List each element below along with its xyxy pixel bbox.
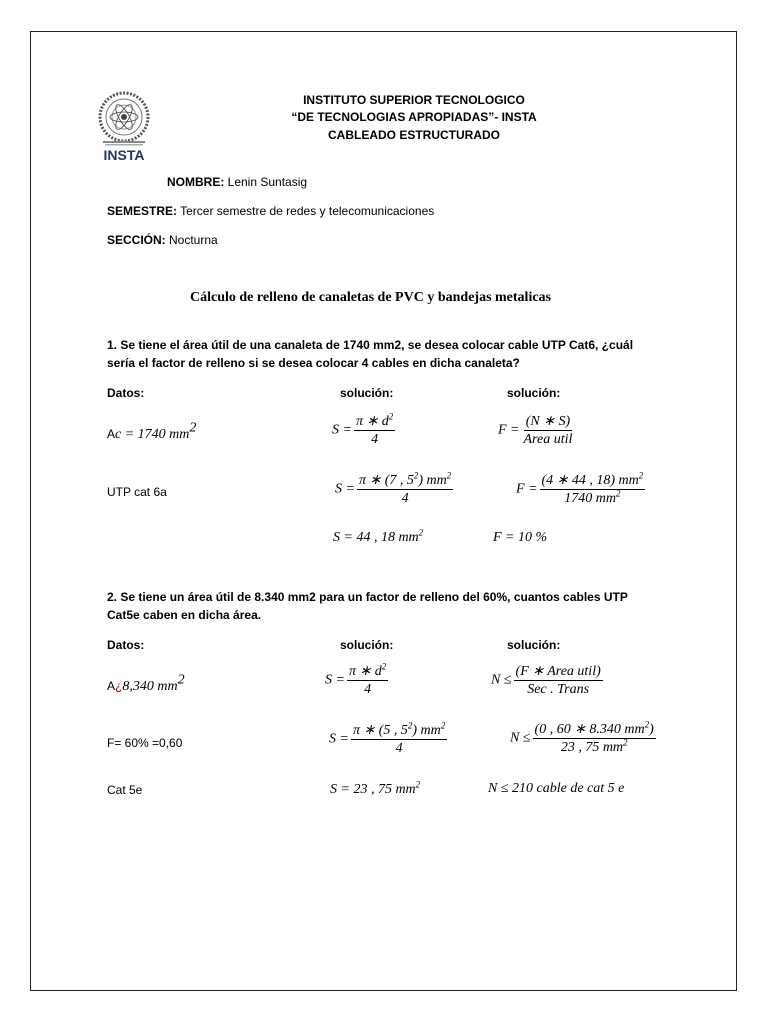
header-line-2: “DE TECNOLOGIAS APROPIADAS”- INSTA <box>291 110 537 124</box>
problem1-formula-f: F = $\frac{(N ∗ S)}{\text{Area util}}$ <box>498 414 573 447</box>
problem1-dato-area: Ac = 1740 $mm^2$ <box>107 420 197 442</box>
document-page <box>30 31 737 991</box>
problem2-dato-factor: F= 60% =0,60 <box>107 736 183 750</box>
problem1-solucion-header-1: solución: <box>340 386 394 400</box>
problem2-s-result: S = 23 , 75 $mm^2$ <box>330 779 421 797</box>
problem1-dato-utp: UTP cat 6a <box>107 485 167 499</box>
problem1-datos-header: Datos: <box>107 386 145 400</box>
problem2-formula-s: S = $\frac{\pi ∗ d^2}{4}$ <box>325 661 387 697</box>
problem2-question-line1: 2. Se tiene un área útil de 8.340 mm2 para un factor de relleno del 60%, cuantos cables UTP <box>107 590 628 604</box>
header-line-3: CABLEADO ESTRUCTURADO <box>328 128 500 142</box>
semestre-label: SEMESTRE: <box>107 204 178 218</box>
nombre-value: Lenin Suntasig <box>224 175 308 189</box>
problem1-formula-s: S = $\frac{\pi ∗ d^2}{4}$ <box>332 411 394 447</box>
problem1-formula-f-substituted: F = $\frac{(4 ∗ 44 , 18) mm^2}{1740 mm^2}$ <box>516 470 644 506</box>
semestre-value: Tercer semestre de redes y telecomunicaciones <box>177 204 435 218</box>
semestre-row <box>107 204 434 218</box>
problem2-formula-s-substituted: S = $\frac{\pi ∗ (5 , 5^2) mm^2}{4}$ <box>329 720 446 756</box>
seccion-label: SECCIÓN: <box>107 233 166 247</box>
seccion-value: Nocturna <box>165 233 218 247</box>
problem2-n-result: N ≤ 210 cable de cat 5 e <box>488 781 625 796</box>
problem1-solucion-header-2: solución: <box>507 386 561 400</box>
problem2-solucion-header-1: solución: <box>340 638 394 652</box>
problem1-question-line1: 1. Se tiene el área útil de una canaleta de 1740 mm2, se desea colocar cable UTP Cat6, ¿cuál <box>107 338 634 352</box>
problem2-question-line2: Cat5e caben en dicha área. <box>107 608 262 622</box>
problem1-s-result: S = 44 , 18 $mm^2$ <box>333 527 424 545</box>
nombre-row <box>167 175 307 189</box>
problem2-dato-cat: Cat 5e <box>107 783 143 797</box>
problem2-formula-n-substituted: N ≤ $\frac{(0 , 60 ∗ 8.340 mm^2)}{23 , 75 mm^2}$ <box>510 719 654 755</box>
problem1-question-line2: sería el factor de relleno si se desea colocar 4 cables en dicha canaleta? <box>107 356 520 370</box>
problem2-solucion-header-2: solución: <box>507 638 561 652</box>
header-line-1: INSTITUTO SUPERIOR TECNOLOGICO <box>303 93 525 107</box>
seccion-row <box>107 233 218 247</box>
problem1-f-result: F = 10 % <box>493 530 548 545</box>
document-title: Cálculo de relleno de canaletas de PVC y bandejas metalicas <box>190 290 551 305</box>
problem2-datos-header: Datos: <box>107 638 145 652</box>
nombre-label: NOMBRE: <box>167 175 225 189</box>
logo-text: INSTA <box>103 147 145 163</box>
problem2-dato-area: A¿8,340 $mm^2$ <box>107 672 185 694</box>
problem2-formula-n: N ≤ $\frac{\text{(F ∗ Area util)}}{\text{Sec . Trans}}$ <box>491 664 601 697</box>
problem1-formula-s-substituted: S = $\frac{\pi ∗ (7 , 5^2) mm^2}{4}$ <box>335 470 452 506</box>
